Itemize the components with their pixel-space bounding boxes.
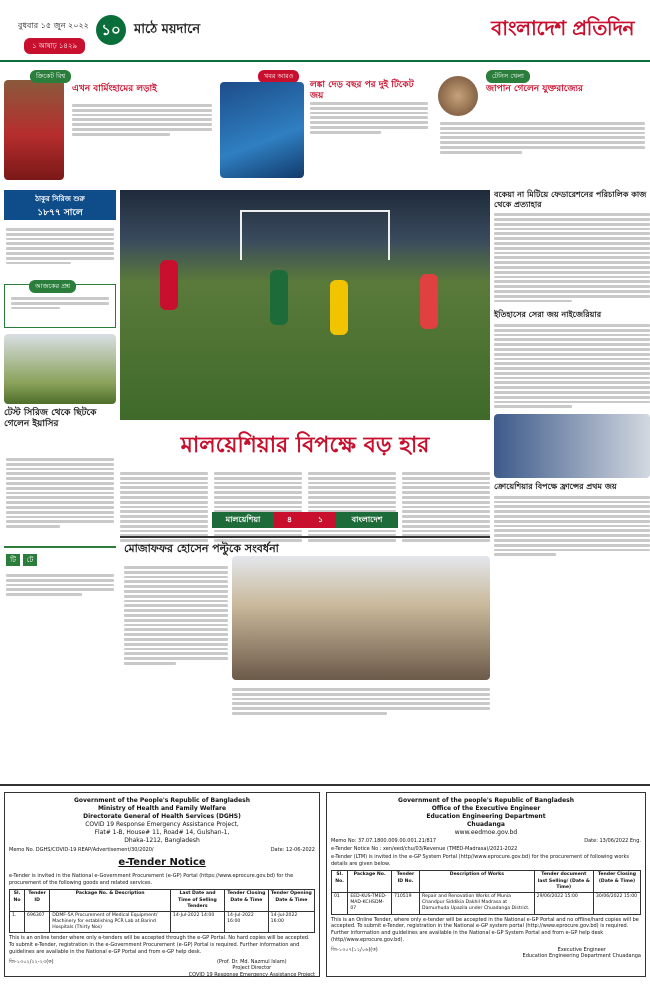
quiz-tag: আজকের প্রশ্ন [29,280,76,293]
table-row [10,911,315,933]
table-header: Tender ID No. [391,871,419,893]
table-cell: 710519 [391,893,419,915]
signer-org: Education Engineering Department Chuadanga [522,953,641,960]
memo-row [9,847,315,854]
team-left: মালয়েশিয়া [212,512,274,528]
main-headline: মালয়েশিয়ার বিপক্ষে বড় হার [180,433,430,458]
player-figure [160,260,178,310]
story-body [440,120,645,156]
story-tag: ক্রিকেট বিশ্ব [30,70,71,83]
signature-block [523,947,641,961]
signature-row [331,947,641,961]
side-body [494,496,650,556]
table-header: Tender Closing (Date & Time) [593,871,640,893]
ad-ref: জি-১৩০৭(১২/০৬)(ক) [331,946,378,953]
schedule-list [6,572,114,598]
history-box [4,190,116,220]
batsman-photo [4,334,116,404]
main-side-column [494,190,650,558]
score-right: ১ [305,512,336,528]
body-column [402,470,490,544]
reception-body [232,686,490,717]
body-column [308,470,396,544]
ad-line: Chuadanga [467,821,505,829]
ad-intro: e-Tender (LTM) is invited in the e-GP System Portal (http//www.eprocure.gov.bd) for the procurement of following works details are given below. [331,853,629,867]
test-headline: টেস্ট সিরিজ থেকে ছিটকে গেলেন ইয়াসির [4,408,97,429]
table-header: Package No. [348,871,392,893]
tender-table [331,870,641,914]
main-story-area [120,186,650,786]
story-body [310,100,428,136]
tender-table [9,889,315,933]
table-cell: 29/06/2022 15:00 [534,893,593,915]
top-stories-band [0,66,650,186]
quiz-body [11,295,109,311]
reception-headline: মোজাফফর হোসেন পল্টুকে সংবর্ধনা [124,542,279,555]
table-cell: 14-Jul-2022 16:00 [225,911,269,933]
page-header [0,0,650,62]
ad-notes: This is an Online Tender, where only e-tender will be accepted in the National e-GP Portal and no offline/hard copies will be accepted. To submit e-Tender, registration in the National e-GP system portal (http://www.eprocure.gov.bd) is required. Further information and guidelines are available in the National e-GP System Portal and from e-GP help desk (http//www.eprocure.gov.bd). [331,916,639,943]
schedule-tag: টি [6,554,20,566]
quiz-box [4,284,116,328]
table-cell: 01 [332,893,348,915]
ad-line: Directorate General of Health Services (DGHS) [83,813,241,821]
page-number: ১০ [96,15,126,45]
table-cell: 14-Jul-2022 14:00 [170,911,224,933]
team-right: বাংলাদেশ [336,512,398,528]
ad-title: e-Tender Notice [118,857,206,869]
memo-number: Memo No. DGHS/COVID-19 REAP/Advertisement/30/2020/ [9,846,154,853]
advertisement-strip [0,784,650,984]
side-headline: বকেয়া না মিটিয়ে ফেডারেশনের পরিচালিক কাজ থেকে প্রত্যাহার [494,190,647,209]
ad-notes: This is an online tender where only e-tenders will be accepted through the e-GP Portal. No hard copies will be accepted. To submit e-Tender, registration in the e-Government Procurement (e-GP) Portal is required. Further information and guidelines are available in the National e-GP Portal and from e-GP help desk. [9,935,310,955]
ad-line: Dhaka-1212, Bangladesh [124,837,200,845]
player-figure [270,270,288,325]
france-team-photo [494,414,650,478]
tennis-player-photo [438,76,478,116]
table-cell: EED-KUS-TMED-MAD-KCHSDM-07 [348,893,392,915]
signer-name: (Prof. Dr. Md. Nazmul Islam) [217,958,287,965]
table-cell: 696307 [25,911,50,933]
ad-intro: e-Tender is invited in the National e-Government Procurement (e-GP) Portal (https://www.eprocure.gov.bd) for the procurement of the following goods and related services. [9,872,294,886]
ad-line: Ministry of Health and Family Welfare [97,805,227,813]
side-headline: ইতিহাসের সেরা জয় নাইজেরিয়ার [494,310,602,320]
side-body [494,213,650,302]
ad-line: Office of the Executive Engineer [431,805,541,813]
table-header: Sl. No. [332,871,348,893]
football-match-photo [120,190,490,420]
player-figure [420,274,438,329]
ad-line: Flat# 1-B, House# 11, Road# 14, Gulshan-1, [94,829,230,837]
main-body [120,470,490,544]
goal-net [240,210,390,260]
table-header: Description of Works [420,871,535,893]
table-cell: 30/06/2022 15:00 [593,893,640,915]
dghs-tender-ad [4,792,320,977]
signature-row [9,959,315,979]
story-right [432,66,650,186]
story-headline: লঙ্কা দেড় বছর পর দুই টিকেট জয় [310,80,414,101]
table-cell: 1. [10,911,25,933]
ad-line: COVID 19 Response Emergency Assistance Project, [85,821,239,829]
player-photo [220,82,304,178]
table-header: Sl. No [10,890,25,912]
divider [4,546,116,548]
memo-row [331,838,641,845]
test-body [6,456,114,530]
table-header: Tender Closing Date & Time [225,890,269,912]
ad-line: Education Engineering Department [426,813,546,821]
story-headline: এখন বার্মিংহামের লড়াই [72,84,157,94]
table-header: Package No. & Description [50,890,171,912]
section-title: মাঠে ময়দানে [134,22,201,37]
ad-line: Government of the People's Republic of Bangladesh [73,797,251,804]
side-headline: ক্রোয়েশিয়ার বিপক্ষে ফ্রান্সের প্রথম জয় [494,482,617,492]
table-cell: Repair and Renovation Works of Munia Chandpur Siddikia Dakhil Madrasa at Damurhuda Upazila under Chuadanga District. [420,893,535,915]
signer-org: COVID 19 Response Emergency Assistance Project [188,972,315,979]
player-figure [330,280,348,335]
eed-tender-ad [326,792,646,977]
signer-title: Executive Engineer [557,946,606,953]
table-cell: 14-Jul-2022 16:00 [268,911,314,933]
ad-ref: জি-১৩০২/২২-২৩(ক) [9,958,54,965]
schedule-tag: টে [23,554,37,566]
memo-date: Date: 13/06/2022 Eng. [584,838,641,845]
body-column [214,470,302,544]
ad-line: Government of the people's Republic of Bangladesh [398,797,574,804]
history-body [6,226,114,266]
story-headline: জাপান গেলেন যুক্তরাজ্যের [486,84,583,94]
story-body [72,102,212,138]
ad-line: www.eedmoe.gov.bd [454,829,518,837]
story-tag: টেনিস খেলা [486,70,530,83]
table-header: Tender Opening Date & Time [268,890,314,912]
body-column [120,470,208,544]
history-sub: ১৮৭৭ সালে [37,208,83,218]
table-row [332,893,641,915]
reception-body [124,564,228,667]
divider [120,536,490,538]
history-head: ঠাকুর সিরিজ শুরু [35,195,85,203]
story-left [0,66,215,186]
side-body [494,324,650,408]
story-middle [218,66,430,186]
table-header: Last Date and Time of Selling Tenders [170,890,224,912]
score-left: ৪ [274,512,305,528]
table-header: Tender document last Selling/ (Date & Time) [534,871,593,893]
table-header: Tender ID [25,890,50,912]
memo-number: Memo No: 37.07.1800.009.00.001.21/817 [331,838,437,845]
schedule-tags [6,554,37,566]
date-line: বুধবার ১৫ জুন ২০২২ [18,21,89,30]
masthead-logo: বাংলাদেশ প্রতিদিন [491,16,634,40]
scoreline [212,512,398,528]
table-cell: DDMF-5A Procurement of Medical Equipment/ Machinery for establishing PCR Lab at Barind Hospitals (Thirty Nos) [50,911,171,933]
notice-number: e-Tender Notice No : xen/eed/chu/03/Revenue (TMED-Madrasa)/2021-2022 [331,846,518,853]
signature-block [189,959,315,979]
reception-photo [232,556,490,680]
memo-date: Date: 12-06-2022 [270,846,315,853]
story-tag: খবর আরও [258,70,299,83]
left-column [0,186,120,786]
signer-title: Project Director [232,965,272,972]
bangla-date: ১ আষাঢ় ১৪২৯ [24,38,85,54]
cricketer-photo [4,80,64,180]
